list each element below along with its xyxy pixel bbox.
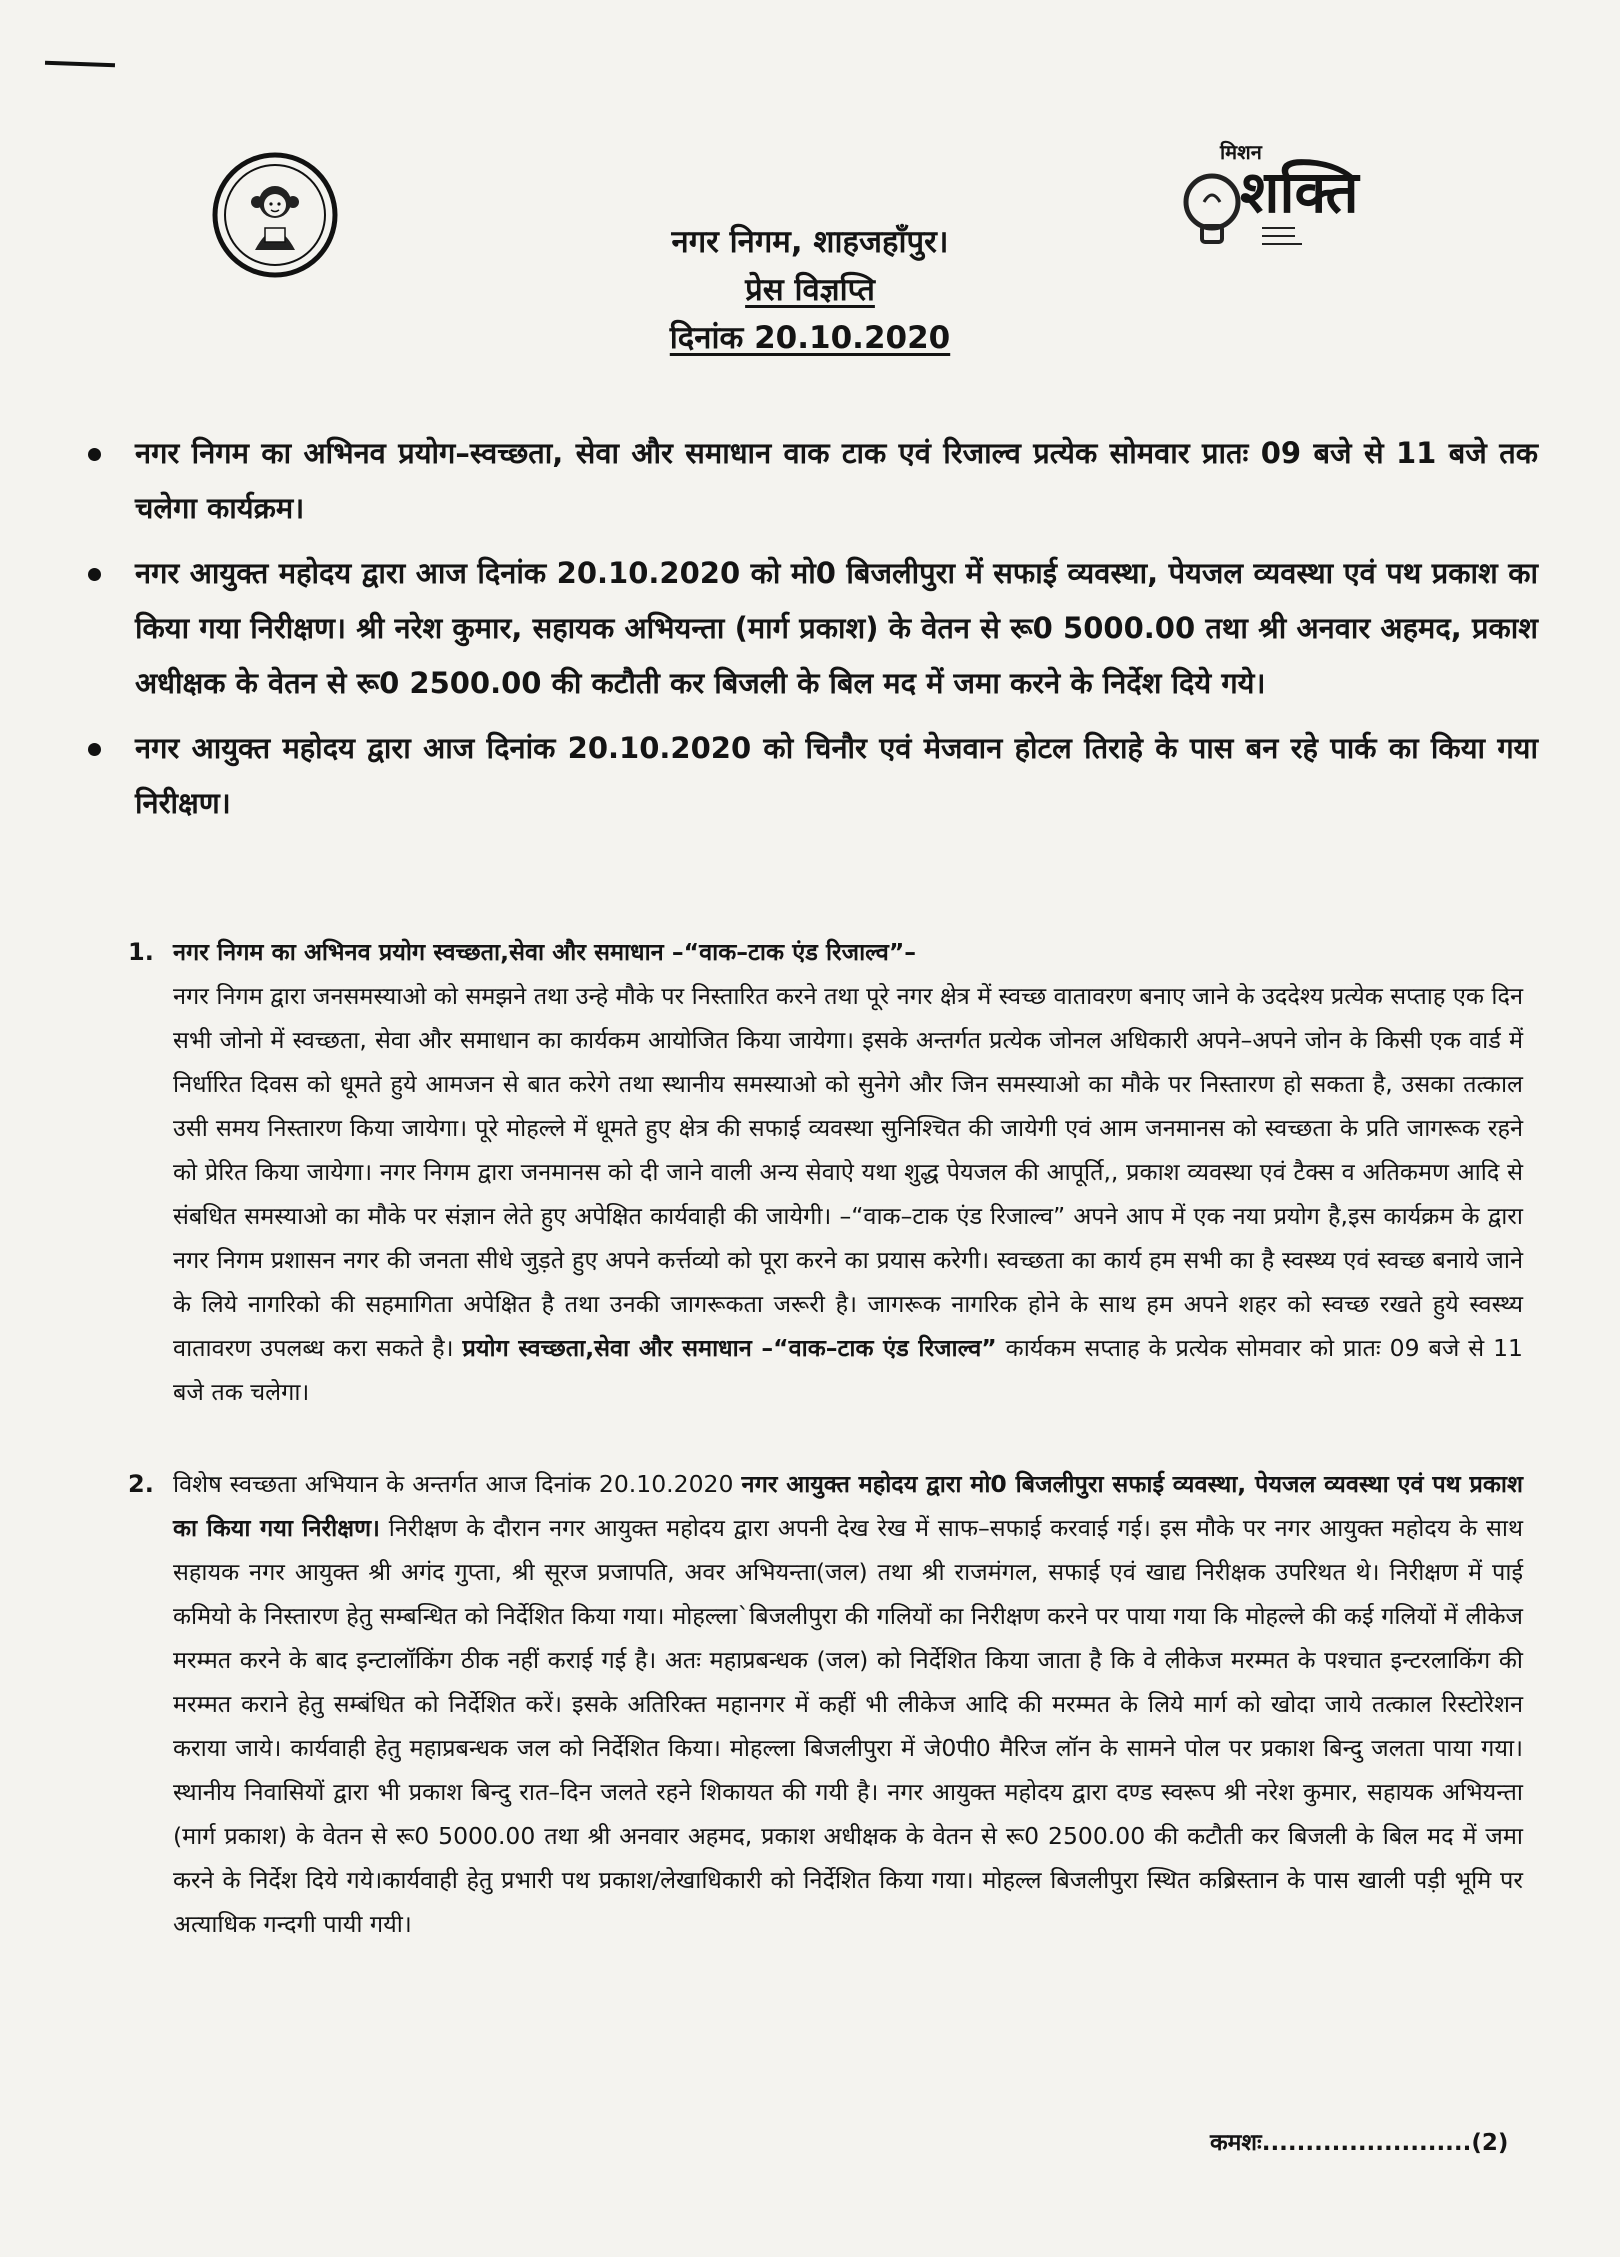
- section-body: निरीक्षण के दौरान नगर आयुक्त महोदय द्वारा अपनी देख रेख में साफ–सफाई करवाई गई। इस मौके पर नगर आयुक्त महोदय के साथ सहायक नगर आयुक्त श्री अगंद गुप्ता, श्री सूरज प्रजापति, अवर अभियन्ता(जल) तथा श्री राजमंगल, सफाई एवं खाद्य निरीक्षक उपरिथत थे। निरीक्षण में पाई कमियो के निस्तारण हेतु सम्बन्धित को निर्देशित किया गया। मोहल्ला`बिजलीपुरा की गलियों का निरीक्षण करने पर पाया गया कि मोहल्ले की कई गलियों में लीकेज मरम्मत करने के बाद इन्टालॉकिंग ठीक नहीं कराई गई है। अतः महाप्रबन्धक (जल) को निर्देशित किया जाता है कि वे लीकेज मरम्मत के पश्चात इन्टरलाकिंग की मरम्मत कराने हेतु सम्बंधित को निर्देशित करें। इसके अतिरिक्त महानगर में कहीं भी लीकेज आदि की मरम्मत के लिये मार्ग को खोदा जाये तत्काल रिस्टोरेशन कराया जाये। कार्यवाही हेतु महाप्रबन्धक जल को निर्देशित किया। मोहल्ला बिजलीपुरा में जे0पी0 मैरिज लॉन के सामने पोल पर प्रकाश बिन्दु जलता पाया गया। स्थानीय निवासियों द्वारा भी प्रकाश बिन्दु रात–दिन जलते रहने शिकायत की गयी है। नगर आयुक्त महोदय द्वारा दण्ड स्वरूप श्री नरेश कुमार, सहायक अभियन्ता (मार्ग प्रकाश) के वेतन से रू0 5000.00 तथा श्री अनवार अहमद, प्रकाश अधीक्षक के वेतन से रू0 2500.00 की कटौती कर बिजली के बिल मद में जमा करने के निर्देश दिये गये।कार्यवाही हेतु प्रभारी पथ प्रकाश/लेखाधिकारी को निर्देशित किया गया। मोहल्ल बिजलीपुरा स्थित कब्रिस्तान के पास खाली पड़ी भूमि पर अत्याधिक गन्दगी पायी गयी।: [173, 1514, 1523, 1938]
- pen-mark: [45, 61, 115, 67]
- bullet-dot-icon: [88, 448, 101, 461]
- bullet-dot-icon: [88, 568, 101, 581]
- section-1: [128, 930, 1523, 1414]
- bullet-text: नगर आयुक्त महोदय द्वारा आज दिनांक 20.10.2020 को चिनौर एवं मेजवान होटल तिराहे के पास बन रहे पार्क का किया गया निरीक्षण।: [135, 731, 1538, 820]
- document-header: [0, 218, 1620, 362]
- bullet-text: नगर आयुक्त महोदय द्वारा आज दिनांक 20.10.2020 को मो0 बिजलीपुरा में सफाई व्यवस्था, पेयजल व्यवस्था एवं पथ प्रकाश का किया गया निरीक्षण। श्री नरेश कुमार, सहायक अभियन्ता (मार्ग प्रकाश) के वेतन से रू0 5000.00 तथा श्री अनवार अहमद, प्रकाश अधीक्षक के वेतन से रू0 2500.00 की कटौती कर बिजली के बिल मद में जमा करने के निर्देश दिये गये।: [135, 556, 1538, 700]
- doc-type: प्रेस विज्ञप्ति: [745, 272, 875, 308]
- section-heading: नगर निगम का अभिनव प्रयोग स्वच्छता,सेवा और समाधान –“वाक–टाक एंड रिजाल्व”–: [173, 938, 917, 966]
- section-number: 1.: [128, 938, 154, 966]
- section-closing: कार्यकम सप्ताह के प्रत्येक सोमवार को प्रातः 09 बजे से 11 बजे तक चलेगा।: [173, 1334, 1523, 1406]
- bullet-item: [78, 426, 1538, 536]
- section-lead-bold: नगर आयुक्त महोदय द्वारा मो0 बिजलीपुरा सफाई व्यवस्था, पेयजल व्यवस्था एवं पथ प्रकाश का किया गया निरीक्षण।: [173, 1470, 1523, 1542]
- section-body: नगर निगम द्वारा जनसमस्याओ को समझने तथा उन्हे मौके पर निस्तारित करने तथा पूरे नगर क्षेत्र में स्वच्छ वातावरण बनाए जाने के उददेश्य प्रत्येक सप्ताह एक दिन सभी जोनो में स्वच्छता, सेवा और समाधान का कार्यकम आयोजित किया जायेगा। इसके अन्तर्गत प्रत्येक जोनल अधिकारी अपने–अपने जोन के किसी एक वार्ड में निर्धारित दिवस को धूमते हुये आमजन से बात करेगे तथा स्थानीय समस्याओ को सुनेगे और जिन समस्याओ का मौके पर निस्तारण हो सकता है, उसका तत्काल उसी समय निस्तारण किया जायेगा। पूरे मोहल्ले में धूमते हुए क्षेत्र की सफाई व्यवस्था सुनिश्चित की जायेगी एवं आम जनमानस को स्वच्छता के प्रति जागरूक रहने को प्रेरित किया जायेगा। नगर निगम द्वारा जनमानस को दी जाने वाली अन्य सेवाऐ यथा शुद्ध पेयजल की आपूर्ति,, प्रकाश व्यवस्था एवं टैक्स व अतिकमण आदि से संबधित समस्याओ का मौके पर संज्ञान लेते हुए अपेक्षित कार्यवाही की जायेगी। –“वाक–टाक एंड रिजाल्व” अपने आप में एक नया प्रयोग है,इस कार्यक्रम के द्वारा नगर निगम प्रशासन नगर की जनता सीधे जुड़ते हुए अपने कर्त्तव्यो को पूरा करने का प्रयास करेगी। स्वच्छता का कार्य हम सभी का है स्वस्थ्य एवं स्वच्छ बनाये जाने के लिये नागरिको की सहमागिता अपेक्षित है तथा उनकी जागरूकता जरूरी है। जागरूक नागरिक होने के साथ हम अपने शहर को स्वच्छ रखते हुये स्वस्थ्य वातावरण उपलब्ध करा सकते है।: [173, 982, 1523, 1362]
- mission-logo-prefix: मिशन: [1220, 140, 1262, 164]
- section-2: [128, 1462, 1523, 1946]
- bullet-item: [78, 721, 1538, 831]
- section-number: 2.: [128, 1470, 154, 1498]
- date-line: दिनांक 20.10.2020: [669, 320, 951, 356]
- continued-marker: कमशः........................(2): [1210, 2130, 1509, 2156]
- bullet-dot-icon: [88, 743, 101, 756]
- section-lead: विशेष स्वच्छता अभियान के अन्तर्गत आज दिनांक 20.10.2020: [173, 1470, 734, 1498]
- office-title: नगर निगम, शाहजहाँपुर।: [671, 224, 949, 260]
- section-closing-bold: प्रयोग स्वच्छता,सेवा और समाधान –“वाक–टाक एंड रिजाल्व”: [462, 1334, 997, 1362]
- highlight-bullets: [78, 426, 1538, 841]
- mission-logo-title: शक्ति: [1240, 158, 1359, 226]
- bullet-item: [78, 546, 1538, 711]
- detail-sections: [128, 930, 1523, 1946]
- bullet-text: नगर निगम का अभिनव प्रयोग–स्वच्छता, सेवा और समाधान वाक टाक एवं रिजाल्व प्रत्येक सोमवार प्रातः 09 बजे से 11 बजे तक चलेगा कार्यक्रम।: [135, 436, 1538, 525]
